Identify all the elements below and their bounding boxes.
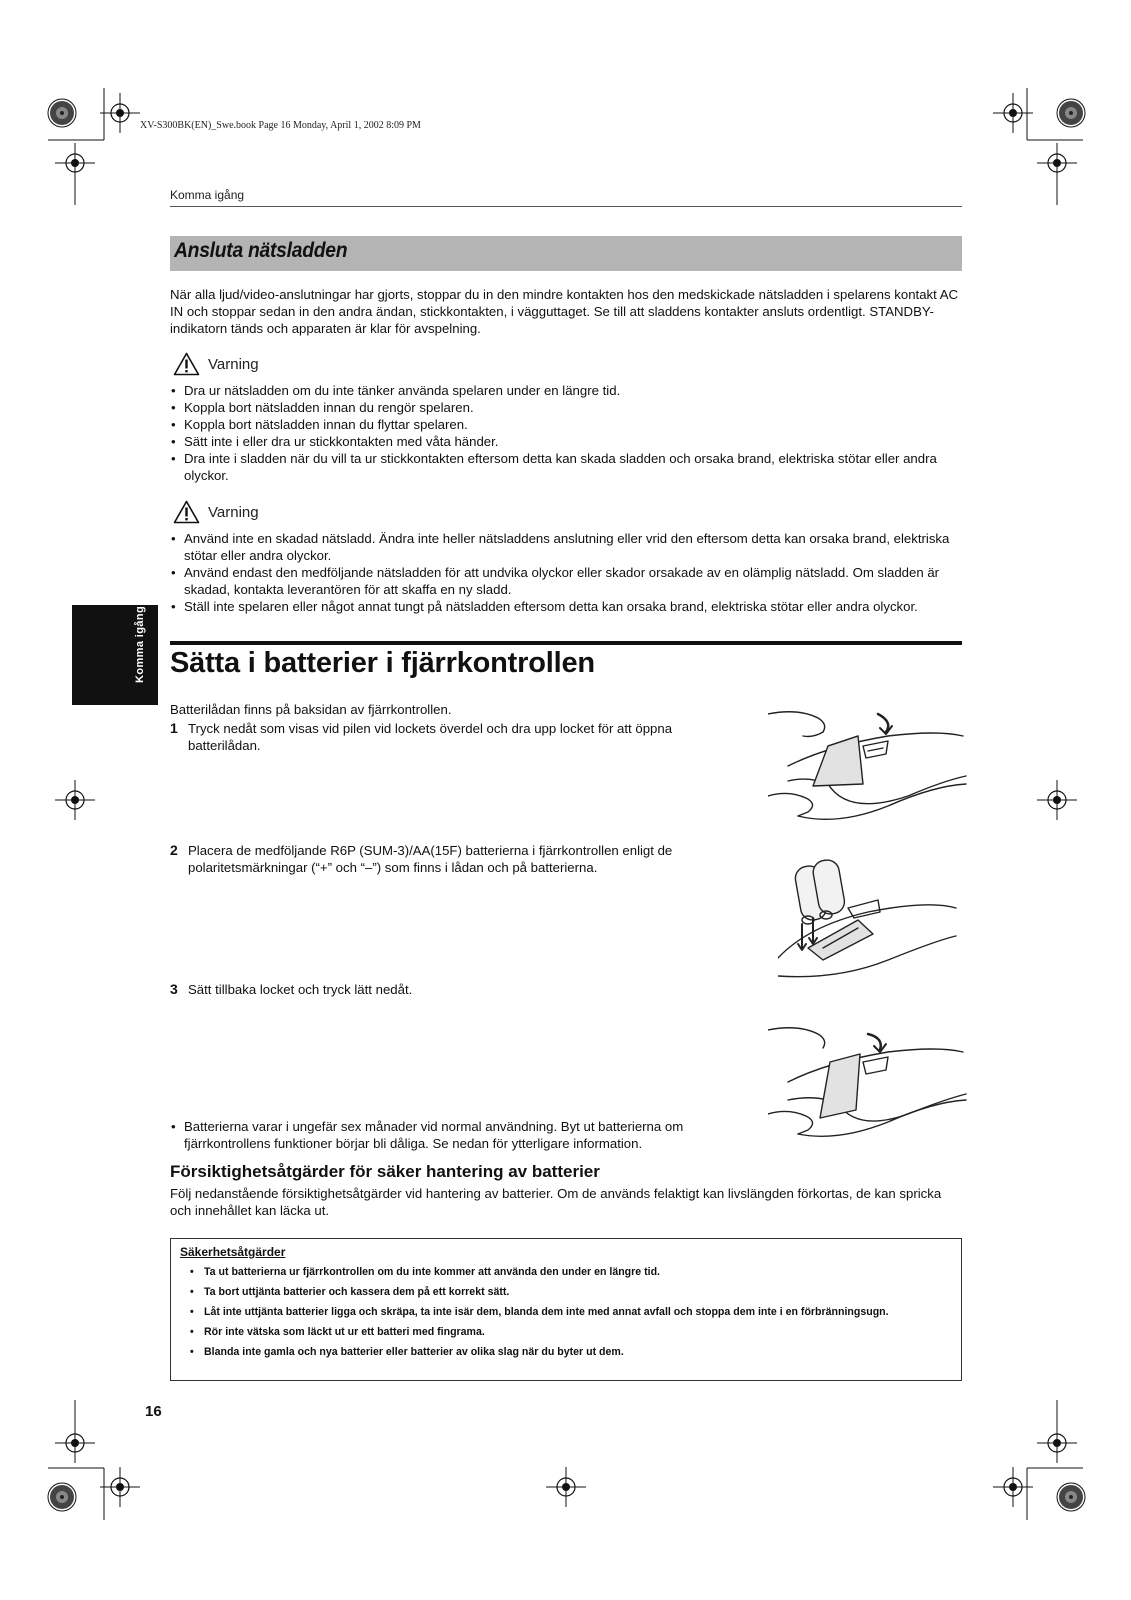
side-tab-label: Komma igång: [134, 605, 146, 683]
remote-open-cover-illustration: [768, 706, 968, 834]
list-item: • Batterierna varar i ungefär sex månader vid normal användning. Byt ut batterierna om fjärrkontrollens funktioner börjar bli dåliga. Se nedan för ytterligare information.: [170, 1118, 750, 1152]
battery-note: [170, 1118, 750, 1152]
step-number: 3: [170, 981, 178, 997]
section-rule: [170, 641, 962, 645]
battery-intro: Batterilådan finns på baksidan av fjärrkontrollen.: [170, 702, 452, 717]
warning-list-2: [170, 530, 962, 615]
warning-list-1: [170, 382, 962, 484]
registration-star-tl: [48, 99, 76, 127]
book-info-line: XV-S300BK(EN)_Swe.book Page 16 Monday, April 1, 2002 8:09 PM: [140, 120, 421, 131]
list-item: • Koppla bort nätsladden innan du flyttar spelaren.: [170, 416, 962, 433]
warning-label: Varning: [208, 355, 259, 373]
step-2: [170, 842, 740, 875]
list-item: • Använd endast den medföljande nätsladden för att undvika olyckor eller skador orsakade av en olämplig nätsladd. Om sladden är skadad, kontakta leverantören för att skaffa en ny sladd.: [170, 564, 962, 598]
step-text: Sätt tillbaka locket och tryck lätt nedåt.: [188, 982, 413, 997]
step-text: Tryck nedåt som visas vid pilen vid lockets överdel och dra upp locket för att öppna batterilådan.: [188, 721, 673, 753]
warning-label: Varning: [208, 503, 259, 521]
list-item: • Sätt inte i eller dra ur stickkontakten med våta händer.: [170, 433, 962, 450]
list-item: • Ställ inte spelaren eller något annat tungt på nätsladden eftersom detta kan orsaka brand, elektriska stötar eller andra olyckor.: [170, 598, 962, 615]
intro-paragraph: När alla ljud/video-anslutningar har gjorts, stoppar du in den mindre kontakten hos den medskickade nätsladden i spelarens kontakt AC IN och stoppar sedan in den andra ändan, stickkontakten, i vägguttaget. Se till att sladdens kontakter ansluts ordentligt. STANDBY-indikatorn tänds och apparaten är klar för avspelning.: [170, 287, 959, 336]
remote-close-cover-illustration: [768, 1022, 968, 1150]
registration-star-br: [1057, 1483, 1085, 1511]
safety-box-title: Säkerhetsåtgärder: [180, 1245, 286, 1259]
section-title: Ansluta nätsladden: [174, 239, 348, 262]
safety-list: [190, 1265, 950, 1365]
running-head: Komma igång: [170, 188, 245, 202]
step-number: 2: [170, 842, 178, 858]
list-item: • Blanda inte gamla och nya batterier eller batterier av olika slag när du byter ut dem.: [190, 1345, 950, 1359]
section-heading: Sätta i batterier i fjärrkontrollen: [170, 647, 595, 679]
header-rule: [170, 206, 962, 207]
registration-star-bl: [48, 1483, 76, 1511]
list-item: • Ta ut batterierna ur fjärrkontrollen om du inte kommer att använda den under en längre tid.: [190, 1265, 950, 1279]
list-item: • Koppla bort nätsladden innan du rengör spelaren.: [170, 399, 962, 416]
step-3: [170, 981, 740, 998]
remote-insert-batteries-illustration: [778, 848, 958, 983]
list-item: • Dra ur nätsladden om du inte tänker använda spelaren under en längre tid.: [170, 382, 962, 399]
page-number: 16: [145, 1403, 162, 1420]
list-item: • Låt inte uttjänta batterier ligga och skräpa, ta inte isär dem, blanda dem inte med annat avfall och stoppa dem inte i en förbränningsugn.: [190, 1305, 950, 1319]
registration-star-tr: [1057, 99, 1085, 127]
list-item: • Använd inte en skadad nätsladd. Ändra inte heller nätsladdens anslutning eller vrid den eftersom detta kan orsaka brand, elektriska stötar eller andra olyckor.: [170, 530, 962, 564]
warning-heading-2: [173, 500, 259, 524]
list-item: • Rör inte vätska som läckt ut ur ett batteri med fingrama.: [190, 1325, 950, 1339]
list-item: • Dra inte i sladden när du vill ta ur stickkontakten eftersom detta kan skada sladden och orsaka brand, elektriska stötar eller andra olyckor.: [170, 450, 962, 484]
subsection-heading: Försiktighetsåtgärder för säker hantering av batterier: [170, 1162, 600, 1181]
list-item: • Ta bort uttjänta batterier och kassera dem på ett korrekt sätt.: [190, 1285, 950, 1299]
step-text: Placera de medföljande R6P (SUM-3)/AA(15F) batterierna i fjärrkontrollen enligt de polaritetsmärkningar (“+” och “–”) som finns i lådan och på batterierna.: [188, 843, 673, 875]
subsection-intro: Följ nedanstående försiktighetsåtgärder vid hantering av batterier. Om de används felaktigt kan livslängden förkortas, de kan spricka och innehållet kan läcka ut.: [170, 1186, 942, 1218]
warning-triangle-icon: [173, 500, 200, 524]
warning-triangle-icon: [173, 352, 200, 376]
step-number: 1: [170, 720, 178, 736]
warning-heading-1: [173, 352, 259, 376]
step-1: [170, 720, 740, 753]
